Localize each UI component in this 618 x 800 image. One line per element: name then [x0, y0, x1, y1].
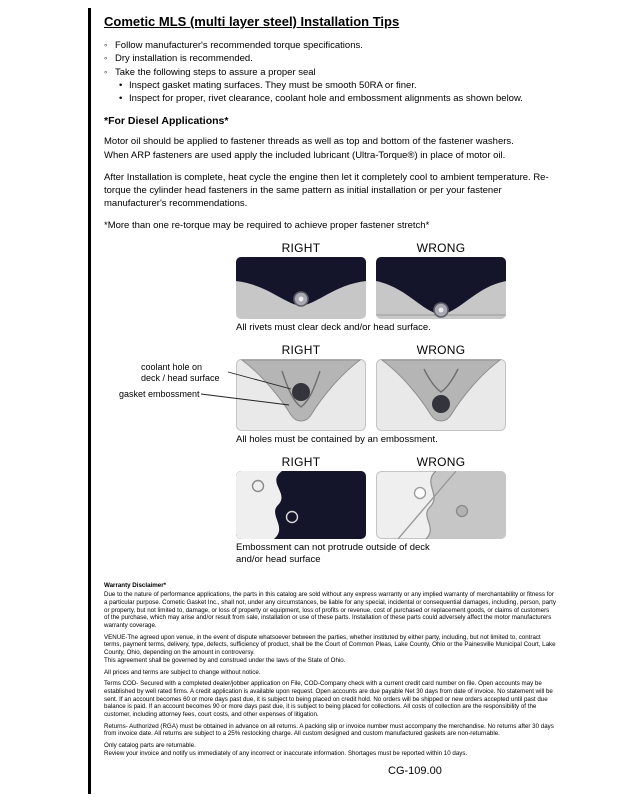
tip-text: Inspect for proper, rivet clearance, coolant hole and embossment alignments as shown below.: [129, 93, 523, 105]
diagram-section: [119, 241, 506, 566]
coolant-hole-label: coolant hole on deck / head surface: [141, 362, 220, 383]
tip-sub-item: [104, 92, 556, 105]
right-wrong-headers: [236, 241, 506, 255]
tip-text: Take the following steps to assure a proper seal: [115, 66, 316, 78]
tip-text: Inspect gasket mating surfaces. They must be smooth 50RA or finer.: [129, 79, 417, 91]
diagram-caption: All holes must be contained by an embossment.: [236, 434, 438, 446]
disclaimer-heading: Warranty Disclaimer*: [104, 581, 167, 589]
dot-bullet-icon: •: [119, 79, 123, 91]
tip-item: [104, 39, 556, 52]
tip-text: Dry installation is recommended.: [115, 53, 253, 65]
right-wrong-headers: [236, 455, 506, 469]
warranty-disclaimer-section: [104, 582, 556, 758]
left-border-rule: [88, 8, 91, 794]
diagram-row-coolant-holes: [119, 343, 506, 446]
disclaimer-paragraph: Terms COD- Secured with a completed dealer/jobber application on File, COD-Company check with a current credit card number on file. Open accounts may be established by well rated firms. A credit application is available upon request. Open accounts are due payable Net 30 days from date of invoice. No statement will be sent. If an account becomes 60 or more days past due, it is subject to being placed on credit hold. No orders will be shipped or new orders accepted until past due balance is paid. If an account becomes 90 or more days past due, it is subject to being placed for collections. All costs of collection are the responsibility of the customer, including attorney fees, court costs, and other expenses of litigation.: [104, 680, 553, 718]
rivet-right-diagram: [236, 257, 366, 319]
installation-tips-list: [104, 39, 556, 105]
diagram-panels: [236, 471, 506, 539]
disclaimer-paragraph: All prices and terms are subject to change without notice.: [104, 668, 261, 676]
diesel-applications-section: [104, 115, 556, 232]
tip-text: Follow manufacturer's recommended torque specifications.: [115, 40, 363, 51]
rivet-wrong-diagram: [376, 257, 506, 319]
retorque-note: *More than one re-torque may be required to achieve proper fastener stretch*: [104, 220, 430, 232]
embossment-wrong-diagram: [376, 471, 506, 539]
diagram-row-rivets: [236, 241, 506, 334]
embossment-right-diagram: [236, 471, 366, 539]
tip-sub-item: [104, 79, 556, 92]
right-label: RIGHT: [281, 241, 321, 256]
diesel-paragraph: After Installation is complete, heat cycle the engine then let it completely cool to ambient temperature. Re-torque the cylinder head fasteners in the same pattern as initial installation or per your fastener manufacturer's recommendations.: [104, 171, 549, 209]
wrong-label: WRONG: [416, 343, 466, 358]
page-title: Cometic MLS (multi layer steel) Installation Tips: [104, 14, 400, 29]
disclaimer-paragraph: VENUE-The agreed upon venue, in the event of dispute whatsoever between the parties, whether instituted by either party, including, but not limited to, contract terms, payment terms, delivery, type, defects, sufficiency of product, shall be the Court of Common Pleas, Lake County, Ohio or the Painesville Municipal Court, Lake County, Ohio, depending on the amount in controversy. This agreement shall be governed by and construed under the laws of the State of Ohio.: [104, 633, 556, 664]
diagram-caption: All rivets must clear deck and/or head surface.: [236, 322, 431, 334]
right-label: RIGHT: [281, 454, 321, 469]
diesel-paragraph: Motor oil should be applied to fastener threads as well as top and bottom of the fastener washers. When ARP fasteners are used apply the included lubricant (Ultra-Torque®) in place of motor oil.: [104, 136, 514, 161]
right-label: RIGHT: [281, 343, 321, 358]
diagram-row-embossment: [236, 455, 506, 566]
circle-bullet-icon: ◦: [104, 66, 108, 78]
tip-item: [104, 66, 556, 79]
dot-bullet-icon: •: [119, 93, 123, 105]
diesel-heading: *For Diesel Applications*: [104, 115, 229, 128]
page-code: CG-109.00: [388, 765, 442, 778]
diagram-panels: [236, 257, 506, 319]
circle-bullet-icon: ◦: [104, 40, 108, 51]
tip-item: [104, 52, 556, 65]
diagram-panels: [236, 359, 506, 431]
disclaimer-paragraph: Returns- Authorized (RGA) must be obtained in advance on all returns. A packing slip or invoice number must accompany the merchandise. No returns after 30 days from invoice date. All returns are subject to a 25% restocking charge. All custom designed and custom manufactured gaskets are non-returnable.: [104, 722, 554, 738]
coolant-hole-wrong-diagram: [376, 359, 506, 431]
disclaimer-paragraph: Only catalog parts are returnable. Review your invoice and notify us immediately of any incorrect or inaccurate information. Shortages must be reported within 10 days.: [104, 742, 468, 757]
right-wrong-headers: [236, 343, 506, 357]
coolant-hole-right-diagram: [236, 359, 366, 431]
wrong-label: WRONG: [416, 454, 466, 469]
page-content: [104, 14, 556, 777]
wrong-label: WRONG: [416, 241, 466, 256]
disclaimer-paragraph: Due to the nature of performance applications, the parts in this catalog are sold without any express warranty or any implied warranty of merchantability or fitness for a particular purpose. Cometic Gasket Inc., shall not, under any circumstances, be liable for any special, incidental or consequential damages, including, person, party or property, but not limited to, damage, or loss of property or equipment, loss of profits or revenue, cost of purchased or replacement goods, or claims of customers of the purchase, which may arise and/or result from sale, installation or use of these parts. Installation of these parts could adversely affect the motor manufacturers warranty coverage.: [104, 591, 556, 630]
circle-bullet-icon: ◦: [104, 53, 108, 65]
diagram-caption: Embossment can not protrude outside of deck and/or head surface: [236, 541, 430, 565]
gasket-embossment-label: gasket embossment: [119, 389, 200, 400]
